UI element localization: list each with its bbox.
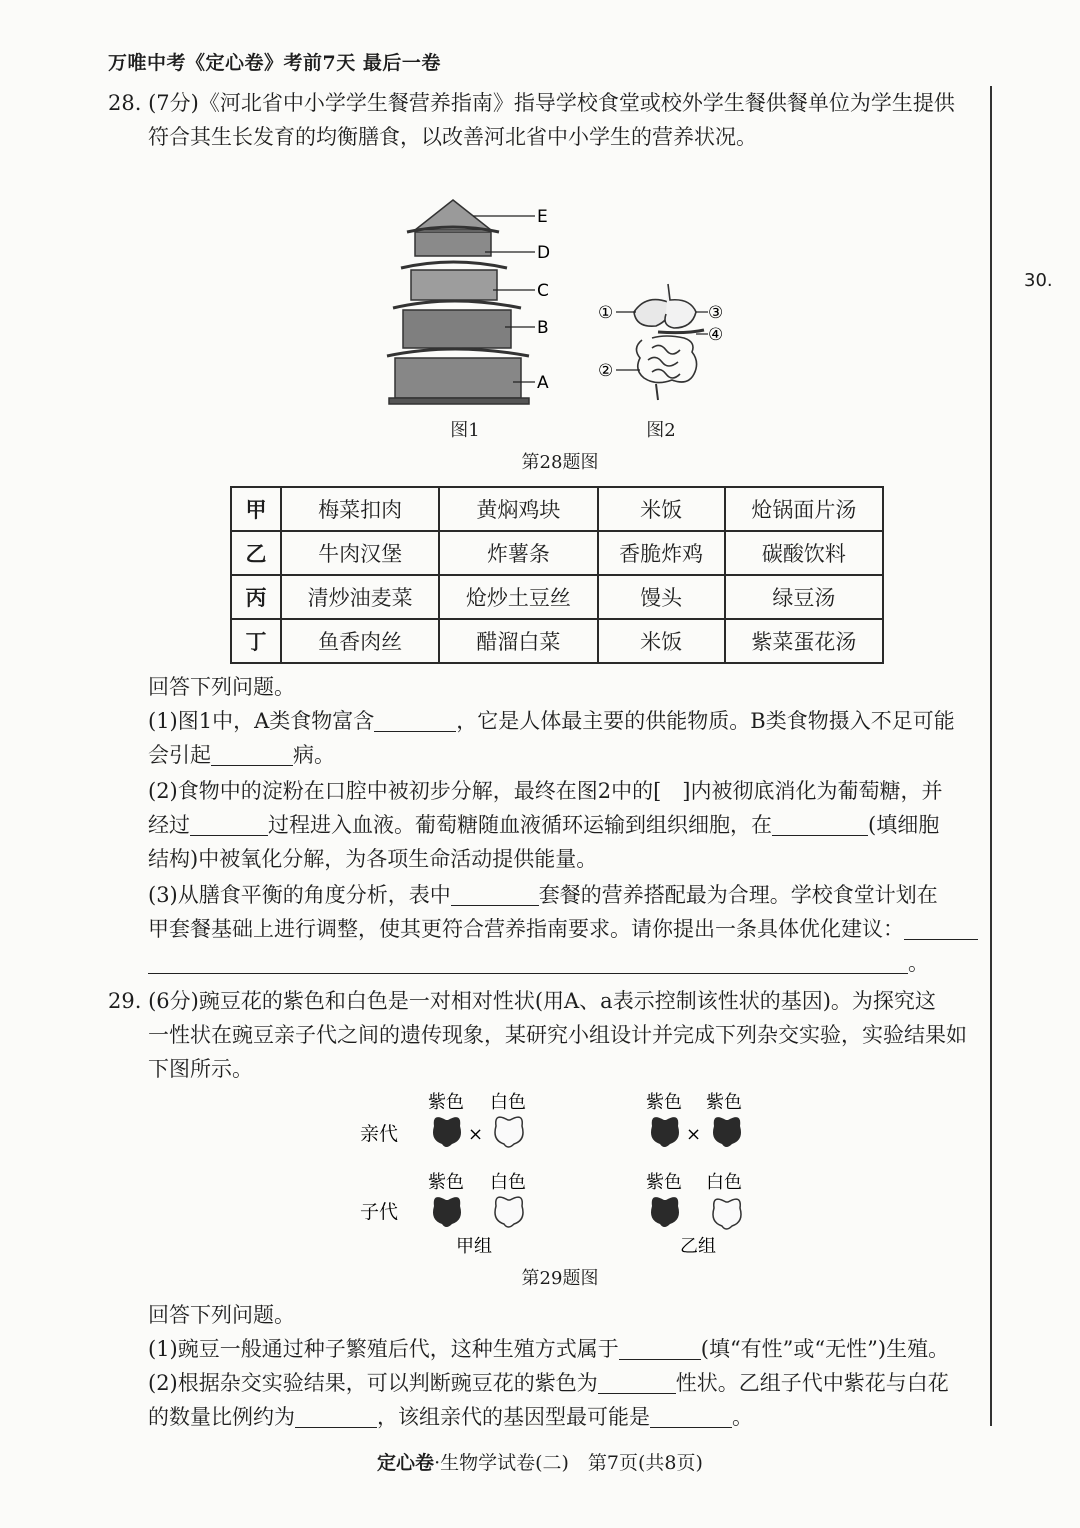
answer-blank[interactable] — [772, 813, 868, 836]
purple-flower-icon — [651, 1117, 679, 1147]
digestive-organs-drawing — [634, 284, 704, 400]
side-number: 30. — [1024, 270, 1053, 291]
pyramid-label-e: E — [537, 207, 548, 227]
q28-p2-text-c: 过程进入血液。葡萄糖随血液循环运输到组织细胞，在 — [268, 813, 772, 837]
q29-part2-line2 — [148, 1400, 753, 1434]
food-pyramid-figure — [385, 192, 565, 412]
white-flower-icon — [495, 1117, 523, 1147]
digestive-label-3: ③ — [708, 303, 724, 323]
pyramid-drawing — [387, 200, 529, 404]
purple-label: 紫色 — [646, 1092, 682, 1113]
table-cell: 紫菜蛋花汤 — [725, 619, 883, 663]
group-b-label: 乙组 — [680, 1236, 716, 1257]
digestive-label-2: ② — [598, 361, 614, 381]
q28-p2-text-b: 经过 — [148, 813, 190, 837]
q29-intro-line1: 29. (6分)豌豆花的紫色和白色是一对相对性状(用A、a表示控制该性状的基因)。为探究这 — [108, 989, 936, 1013]
q28-p3-end: 。 — [908, 951, 929, 975]
group-a-label: 甲组 — [456, 1236, 492, 1257]
pyramid-label-a: A — [537, 373, 549, 393]
white-label: 白色 — [490, 1092, 526, 1113]
cross-symbol: × — [468, 1124, 484, 1145]
q28-p3-text-a: (3)从膳食平衡的角度分析，表中 — [148, 883, 451, 907]
table-cell: 米饭 — [598, 619, 725, 663]
table-cell: 炸薯条 — [439, 531, 597, 575]
q28-intro-line1: 28. (7分)《河北省中小学学生餐营养指南》指导学校食堂或校外学生餐供餐单位为学生提供 — [108, 91, 955, 115]
pyramid-label-d: D — [537, 243, 551, 263]
offspring-generation-label: 子代 — [360, 1201, 399, 1223]
q29-p2-text-a: (2)根据杂交实验结果，可以判断豌豆花的紫色为 — [148, 1371, 598, 1395]
table-row — [231, 487, 883, 531]
table-cell: 馒头 — [598, 575, 725, 619]
table-cell: 米饭 — [598, 487, 725, 531]
q28-part1-line2 — [148, 738, 335, 772]
answer-blank[interactable] — [374, 709, 456, 732]
table-cell: 炝炒土豆丝 — [439, 575, 597, 619]
page-footer — [0, 1448, 1080, 1475]
margin-rule — [990, 86, 992, 1426]
table-cell: 丙 — [231, 575, 281, 619]
pyramid-label-c: C — [537, 281, 549, 301]
white-flower-icon — [713, 1199, 741, 1229]
table-cell: 鱼香肉丝 — [281, 619, 439, 663]
digestive-label-4: ④ — [708, 325, 724, 345]
q29-p2-text-b: 性状。乙组子代中紫花与白花 — [675, 1371, 949, 1395]
purple-label: 紫色 — [646, 1172, 682, 1193]
answer-blank[interactable] — [190, 813, 268, 836]
purple-flower-icon — [651, 1197, 679, 1227]
q28-p2-text-d: (填细胞 — [868, 813, 940, 837]
q28-part2-line1: (2)食物中的淀粉在口腔中被初步分解，最终在图2中的[ ]内被彻底消化为葡萄糖，并 — [148, 779, 943, 803]
q28-p1-text-c: 会引起 — [148, 743, 211, 767]
q28-part1-line1 — [148, 704, 955, 738]
answer-blank[interactable] — [148, 951, 908, 974]
q29-p1-text-b: (填“有性”或“无性”)生殖。 — [700, 1337, 950, 1361]
answer-blank[interactable] — [295, 1405, 377, 1428]
parent-generation-label: 亲代 — [360, 1123, 399, 1145]
table-cell: 黄焖鸡块 — [439, 487, 597, 531]
q29-part1 — [148, 1332, 949, 1366]
digestive-label-1: ① — [598, 303, 614, 323]
page-header: 万唯中考《定心卷》考前7天 最后一卷 — [108, 52, 441, 74]
purple-label: 紫色 — [706, 1092, 742, 1113]
q28-part2-line2 — [148, 808, 939, 842]
table-row — [231, 531, 883, 575]
white-label: 白色 — [706, 1172, 742, 1193]
q28-part2-line3: 结构)中被氧化分解，为各项生命活动提供能量。 — [148, 847, 598, 871]
q28-p3-text-c: 甲套餐基础上进行调整，使其更符合营养指南要求。请你提出一条具体优化建议： — [148, 917, 904, 941]
answer-blank[interactable] — [451, 883, 539, 906]
q29-p2-text-c: 的数量比例约为 — [148, 1405, 295, 1429]
answer-blank[interactable] — [598, 1371, 676, 1394]
purple-label: 紫色 — [428, 1172, 464, 1193]
q28-p1-text-b: ，它是人体最主要的供能物质。B类食物摄入不足可能 — [456, 709, 955, 733]
answer-blank[interactable] — [904, 917, 978, 940]
purple-flower-icon — [433, 1197, 461, 1227]
table-cell: 丁 — [231, 619, 281, 663]
table-cell: 香脆炸鸡 — [598, 531, 725, 575]
q28-intro-line2: 符合其生长发育的均衡膳食，以改善河北省中小学生的营养状况。 — [148, 125, 757, 149]
footer-page-info: ·生物学试卷(二) 第7页(共8页) — [434, 1452, 703, 1474]
footer-brand: 定心卷 — [377, 1452, 435, 1474]
q29-figure-caption: 第29题图 — [521, 1268, 599, 1289]
table-cell: 乙 — [231, 531, 281, 575]
q29-answer-prompt: 回答下列问题。 — [148, 1303, 295, 1327]
q28-p1-text-a: (1)图1中，A类食物富含 — [148, 709, 375, 733]
cross-symbol: × — [686, 1124, 702, 1145]
purple-flower-icon — [713, 1117, 741, 1147]
q28-part3-line1 — [148, 878, 938, 912]
q28-p1-text-d: 病。 — [293, 743, 335, 767]
meal-table — [230, 486, 884, 664]
purple-label: 紫色 — [428, 1092, 464, 1113]
table-row — [231, 575, 883, 619]
q29-p1-text-a: (1)豌豆一般通过种子繁殖后代，这种生殖方式属于 — [148, 1337, 619, 1361]
table-cell: 梅菜扣肉 — [281, 487, 439, 531]
table-row — [231, 619, 883, 663]
purple-flower-icon — [433, 1117, 461, 1147]
white-label: 白色 — [490, 1172, 526, 1193]
pyramid-label-b: B — [537, 318, 549, 338]
fig2-caption: 图2 — [646, 420, 676, 441]
q29-p2-text-d: ，该组亲代的基因型最可能是 — [377, 1405, 650, 1429]
q28-part3-line3 — [148, 946, 929, 980]
fig1-caption: 图1 — [450, 420, 480, 441]
q28-part3-line2 — [148, 912, 978, 946]
digestive-system-figure — [596, 278, 736, 408]
q28-answer-prompt: 回答下列问题。 — [148, 675, 295, 699]
table-cell: 甲 — [231, 487, 281, 531]
answer-blank[interactable] — [619, 1337, 701, 1360]
answer-blank[interactable] — [211, 743, 293, 766]
table-cell: 碳酸饮料 — [725, 531, 883, 575]
table-cell: 绿豆汤 — [725, 575, 883, 619]
table-cell: 清炒油麦菜 — [281, 575, 439, 619]
q29-intro-line3: 下图所示。 — [148, 1057, 253, 1081]
pea-cross-figure — [360, 1088, 760, 1264]
white-flower-icon — [495, 1197, 523, 1227]
q28-p3-text-b: 套餐的营养搭配最为合理。学校食堂计划在 — [538, 883, 938, 907]
answer-blank[interactable] — [650, 1405, 732, 1428]
q29-p2-text-e: 。 — [732, 1405, 753, 1429]
table-cell: 醋溜白菜 — [439, 619, 597, 663]
q29-part2-line1 — [148, 1366, 949, 1400]
q29-intro-line2: 一性状在豌豆亲子代之间的遗传现象，某研究小组设计并完成下列杂交实验，实验结果如 — [148, 1023, 967, 1047]
table-cell: 牛肉汉堡 — [281, 531, 439, 575]
table-cell: 炝锅面片汤 — [725, 487, 883, 531]
q28-figure-caption: 第28题图 — [521, 452, 599, 473]
